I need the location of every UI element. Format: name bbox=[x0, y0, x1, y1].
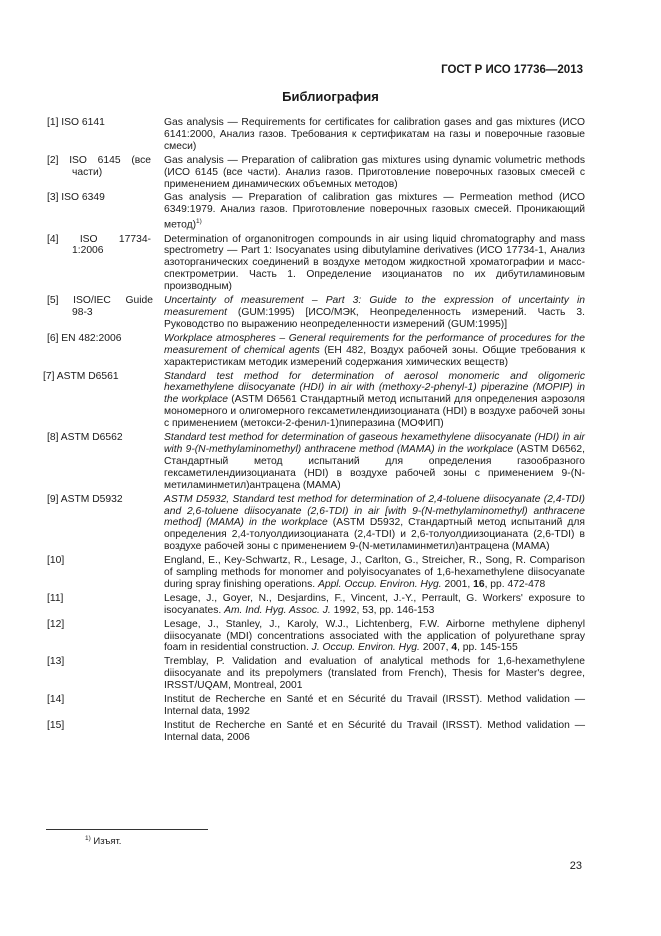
reference-text bbox=[164, 593, 585, 617]
document-code: ГОСТ Р ИСО 17736—2013 bbox=[441, 64, 583, 76]
reference-label-line: [15] bbox=[47, 719, 65, 731]
reference-text bbox=[164, 619, 585, 655]
footnote-reference: 1) bbox=[196, 218, 202, 226]
reference-title-italic: Am. Ind. Hyg. Assoc. J. bbox=[224, 604, 331, 616]
bibliography-entry bbox=[0, 192, 661, 231]
reference-text bbox=[164, 656, 585, 692]
reference-label-line: 1:2006 bbox=[72, 245, 104, 257]
reference-text-part: 2001, bbox=[441, 578, 474, 590]
reference-text-part: Lesage, J., Goyer, N., Desjardins, F., Vincent, J.-Y., Perrault, G. Workers' exposure to isocyanates. bbox=[164, 592, 585, 616]
bibliography-entry bbox=[0, 555, 661, 591]
reference-label-line: [13] bbox=[47, 656, 65, 668]
bibliography-entry bbox=[0, 117, 661, 153]
bibliography-list bbox=[0, 117, 661, 746]
reference-label bbox=[47, 619, 157, 631]
reference-text bbox=[164, 371, 585, 431]
reference-text-part: (ASTM D6561 Стандартный метод испытаний для определения аэрозоля мономерного и олигомерного гексаметилендиизоцианата (HDI) в воздухе рабочей зоны с применением (метокси-2-фенил-1)пиперазина (МОФИП) bbox=[164, 394, 585, 430]
reference-label-line: [9] ASTM D5932 bbox=[47, 493, 123, 505]
reference-label bbox=[43, 371, 153, 383]
reference-label bbox=[47, 295, 153, 319]
reference-label bbox=[47, 720, 157, 732]
bibliography-entry bbox=[0, 494, 661, 554]
reference-text-part: (ЕН 482, Воздух рабочей зоны. Общие требования к характеристикам методик измерений содержания химических веществ) bbox=[164, 344, 585, 368]
reference-label-line: [3] ISO 6349 bbox=[47, 192, 105, 204]
reference-label bbox=[47, 432, 157, 444]
reference-text bbox=[164, 117, 585, 153]
reference-label bbox=[47, 192, 157, 204]
reference-title-italic: ASTM D5932, Standard test method for determination of 2,4-toluene diisocyanate (2,4-TDI) and 2,6-toluene diisocyanate (2,6-TDI) in air [with 9-(N-methylaminomethyl) anthracene method] (MAMA) in the workplace bbox=[164, 493, 585, 529]
reference-text bbox=[164, 234, 585, 294]
reference-text bbox=[164, 432, 585, 492]
reference-text-part: Gas analysis — Preparation of calibration gas mixtures — Permeation method (ИСО 6349:1979. Анализ газов. Приготовление поверочных газовых смесей. Проникающий метод) bbox=[164, 192, 585, 231]
reference-label-line: [2] ISO 6145 (все bbox=[47, 154, 151, 166]
reference-text-part: England, E., Key-Schwartz, R., Lesage, J., Carlton, G., Streicher, R., Song, R. Comparison of sampling methods for monomer and polyisocyanates of 1,6-hexamethylene diisocyanate during spray finishing operations. bbox=[164, 555, 585, 590]
bibliography-entry bbox=[0, 371, 661, 431]
reference-text bbox=[164, 295, 585, 331]
reference-label bbox=[47, 117, 157, 129]
reference-label bbox=[47, 494, 157, 506]
bibliography-entry bbox=[0, 432, 661, 492]
reference-text-part: Institut de Recherche en Santé et en Sécurité du Travail (IRSST). Method validation — Internal data, 2006 bbox=[164, 719, 585, 743]
bibliography-entry bbox=[0, 619, 661, 655]
reference-label bbox=[47, 656, 157, 668]
reference-text-part: Determination of organonitrogen compounds in air using liquid chromatography and mass spectrometry — Part 1: Isocyanates using dibutylamine derivatives (ИСО 17734-1, Анализ азоторганических соединений в воздухе методом жидкостной хроматографии и масс-спектрометрии. Часть 1. Определение изоцианатов по их дибутиламиновым производным) bbox=[164, 233, 585, 293]
footnote-divider bbox=[46, 829, 208, 830]
reference-label-line: части) bbox=[72, 166, 103, 178]
reference-label bbox=[47, 333, 157, 345]
bibliography-entry bbox=[0, 295, 661, 331]
bibliography-entry bbox=[0, 155, 661, 191]
reference-text bbox=[164, 720, 585, 744]
reference-text bbox=[164, 155, 585, 191]
reference-label-line: [14] bbox=[47, 694, 65, 706]
reference-text-part: (ASTM D6562, Стандартный метод испытаний для определения газообразного гексаметилендиизоцианата (HDI) в воздухе рабочей зоны с применением 9-(N-метиламинметил)антрацена (МАМА) bbox=[164, 443, 585, 491]
reference-text-part: 1992, 53, pp. 146-153 bbox=[330, 604, 435, 616]
reference-text-part: (ASTM D5932, Стандартный метод испытаний для определения 2,4-толуолдиизоцианата (2,4-TDI) и 2,6-толуолдиизоцианата (2,6-TDI) в воздухе рабочей зоны с применением 9-(N-метиламинметил)антрацена (МАМА) bbox=[164, 517, 585, 553]
reference-label bbox=[47, 694, 157, 706]
reference-label bbox=[47, 593, 157, 605]
reference-title-italic: Standard test method for determination of aerosol monomeric and oligomeric hexamethylene diisocyanate (HDI) in air with (methoxy-2-phenyl-1) piperazine (MOPIP) in the workplace bbox=[164, 370, 585, 406]
bibliography-entry bbox=[0, 333, 661, 369]
bibliography-entry bbox=[0, 593, 661, 617]
reference-text bbox=[164, 192, 585, 231]
footnote-mark: 1) bbox=[85, 835, 91, 842]
reference-text bbox=[164, 555, 585, 591]
reference-text-part: , pp. 145-155 bbox=[457, 642, 518, 654]
reference-label-line: [8] ASTM D6562 bbox=[47, 432, 123, 444]
reference-label-line: [6] EN 482:2006 bbox=[47, 332, 122, 344]
reference-text bbox=[164, 494, 585, 554]
reference-label-line: [11] bbox=[47, 592, 64, 604]
reference-text-part: Gas analysis — Requirements for certificates for calibration gases and gas mixtures (ИСО 6141:2000, Анализ газов. Требования к сертификатам на газы и поверочные газовые смеси) bbox=[164, 117, 585, 152]
page-number: 23 bbox=[569, 860, 582, 872]
reference-title-italic: Uncertainty of measurement – Part 3: Guide to the expression of uncertainty in measurement bbox=[164, 295, 585, 319]
reference-text bbox=[164, 333, 585, 369]
footnote bbox=[85, 835, 121, 847]
reference-label bbox=[47, 234, 151, 258]
reference-text-part: 2007, bbox=[419, 642, 452, 654]
reference-label-line: [1] ISO 6141 bbox=[47, 117, 105, 128]
reference-title-italic: Workplace atmospheres – General requirements for the performance of procedures for the measurement of chemical agents bbox=[164, 332, 585, 356]
reference-label-line: [12] bbox=[47, 618, 65, 630]
bibliography-entry bbox=[0, 656, 661, 692]
reference-label-line: [5] ISO/IEC Guide bbox=[47, 295, 153, 307]
reference-text-part: Tremblay, P. Validation and evaluation of analytical methods for 1,6-hexamethylene diisocyanate and its prepolymers (translated from French), Thesis for Master's degree, IRSST/UQAM, Montreal, 2001 bbox=[164, 656, 585, 692]
reference-title-italic: Standard test method for determination of gaseous hexamethylene diisocyanate (HDI) in air with 9-(N-methylaminomethyl) anthracene method (MAMA) in the workplace bbox=[164, 432, 585, 455]
reference-label bbox=[47, 155, 151, 179]
reference-text-part: , pp. 472-478 bbox=[484, 578, 546, 590]
reference-label-line: [7] ASTM D6561 bbox=[43, 370, 119, 382]
reference-text bbox=[164, 694, 585, 718]
reference-label-line: [10] bbox=[47, 555, 65, 567]
reference-text-part: Lesage, J., Stanley, J., Karoly, W.J., Lichtenberg, F.W. Airborne methylene diphenyl diisocyanate (MDI) concentrations associated with the application of polyurethane spray foam in residential construction. bbox=[164, 618, 585, 654]
reference-text-part: 4 bbox=[451, 642, 458, 654]
reference-title-italic: Appl. Occup. Environ. Hyg. bbox=[317, 578, 442, 590]
reference-label-line: [4] ISO 17734- bbox=[47, 233, 151, 245]
reference-title-italic: J. Occup. Environ. Hyg. bbox=[311, 642, 420, 654]
reference-label bbox=[47, 555, 157, 567]
bibliography-entry bbox=[0, 720, 661, 744]
reference-text-part: Institut de Recherche en Santé et en Sécurité du Travail (IRSST). Method validation — Internal data, 1992 bbox=[164, 694, 585, 718]
reference-label-line: 98-3 bbox=[72, 307, 93, 319]
bibliography-entry bbox=[0, 234, 661, 294]
reference-text-part: Gas analysis — Preparation of calibration gas mixtures using dynamic volumetric methods (ИСО 6145 (все части). Анализ газов. Приготовление поверочных газовых смесей с применением динамических объемных методов) bbox=[164, 154, 585, 190]
footnote-text: Изъят. bbox=[90, 836, 122, 848]
reference-text-part: (GUM:1995) [ИСО/МЭК, Неопределенность измерений. Часть 3. Руководство по выражению неопределенности измерений (GUM:1995)] bbox=[164, 307, 585, 330]
page-title: Библиография bbox=[282, 89, 379, 104]
reference-text-part: 16 bbox=[473, 578, 485, 590]
bibliography-entry bbox=[0, 694, 661, 718]
